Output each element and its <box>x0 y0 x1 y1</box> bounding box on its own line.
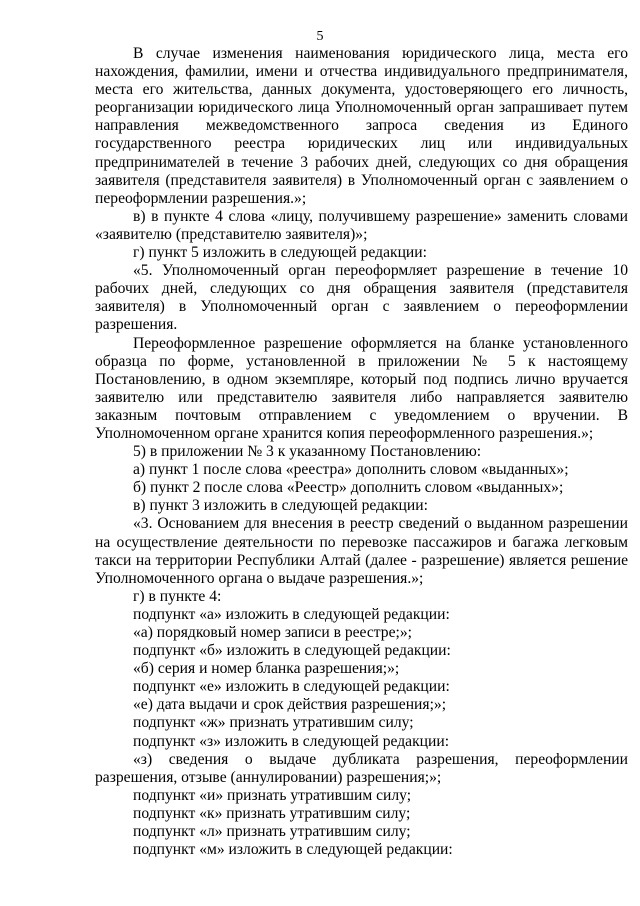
paragraph: «з) сведения о выдаче дубликата разрешения, переоформлении разрешения, отзыве (аннулировании) разрешения;»; <box>95 750 628 786</box>
paragraph: «5. Уполномоченный орган переоформляет разрешение в течение 10 рабочих дней, следующих со дня обращения заявителя (представителя заявителя) в Уполномоченный орган с заявлением о переоформлении разрешения. <box>95 262 628 334</box>
document-body <box>95 45 628 859</box>
paragraph: «а) порядковый номер записи в реестре;»; <box>133 624 412 641</box>
paragraph: подпункт «е» изложить в следующей редакции: <box>133 678 450 696</box>
paragraph: в) в пункте 4 слова «лицу, получившему разрешение» заменить словами «заявителю (представителю заявителя)»; <box>95 207 628 243</box>
paragraph: 5) в приложении № 3 к указанному Постановлению: <box>133 443 482 461</box>
paragraph: г) в пункте 4: <box>133 587 222 605</box>
paragraph: «3. Основанием для внесения в реестр сведений о выданном разрешении на осуществление деятельности по перевозке пассажиров и багажа легковым такси на территории Республики Алтай (далее - разрешение) является решение Уполномоченного органа о выдаче разрешения.»; <box>95 515 628 587</box>
page-number: 5 <box>316 29 324 44</box>
paragraph: подпункт «и» признать утратившим силу; <box>133 786 412 804</box>
paragraph: подпункт «м» изложить в следующей редакции: <box>133 841 453 859</box>
paragraph: В случае изменения наименования юридического лица, места его нахождения, фамилии, имени и отчества индивидуального предпринимателя, места его жительства, данных документа, удостоверяющего его личность, реорганизации юридического лица Уполномоченный орган запрашивает путем направления межведомственного запроса сведения из Единого государственного реестра юридических лиц или индивидуальных предпринимателей в течение 3 рабочих дней, следующих со дня обращения заявителя (представителя заявителя) в Уполномоченный орган с заявлением о переоформлении разрешения.»; <box>95 45 628 207</box>
paragraph: подпункт «б» изложить в следующей редакции: <box>133 642 451 660</box>
paragraph: в) пункт 3 изложить в следующей редакции: <box>133 497 428 515</box>
paragraph: «б) серия и номер бланка разрешения;»; <box>133 660 400 678</box>
paragraph: подпункт «ж» признать утратившим силу; <box>133 714 414 732</box>
paragraph: подпункт «к» признать утратившим силу; <box>133 804 411 822</box>
paragraph: Переоформленное разрешение оформляется на бланке установленного образца по форме, установленной в приложении № 5 к настоящему Постановлению, в одном экземпляре, который под подпись лично вручается заявителю или представителю заявителя либо направляется заявителю заказным почтовым отправлением с уведомлением о вручении. В Уполномоченном органе хранится копия переоформленного разрешения.»; <box>95 334 628 442</box>
paragraph: подпункт «л» признать утратившим силу; <box>133 823 411 841</box>
paragraph: б) пункт 2 после слова «Реестр» дополнить словом «выданных»; <box>133 479 564 497</box>
paragraph: г) пункт 5 изложить в следующей редакции: <box>133 244 427 262</box>
paragraph: «е) дата выдачи и срок действия разрешения;»; <box>133 696 447 714</box>
paragraph: подпункт «а» изложить в следующей редакции: <box>133 605 450 623</box>
paragraph: а) пункт 1 после слова «реестра» дополнить словом «выданных»; <box>133 461 569 479</box>
paragraph: подпункт «з» изложить в следующей редакции: <box>133 732 450 750</box>
